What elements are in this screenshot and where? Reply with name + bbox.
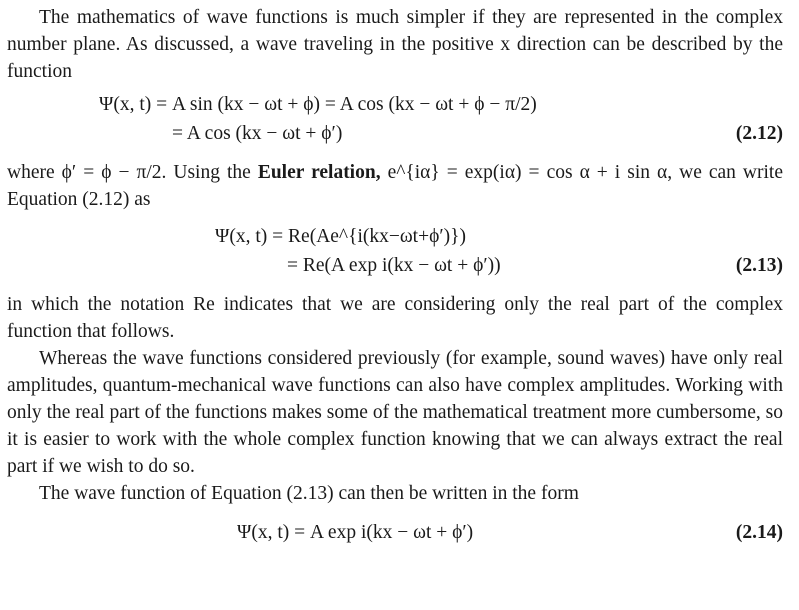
equation-2-14-line: [7, 519, 783, 554]
equation-2-13-expression-2: = Re(A exp i(kx − ωt + ϕ′)): [287, 255, 501, 276]
paragraph-intro: The mathematics of wave functions is much simpler if they are represented in the complex number plane. As discussed, a wave traveling in the positive x direction can be described by the function: [7, 7, 783, 82]
equation-number-2-13: (2.13): [735, 255, 783, 276]
paragraph-euler-lead: where ϕ′ = ϕ − π/2. Using the: [7, 162, 258, 183]
paragraph-wave-form: The wave function of Equation (2.13) can then be written in the form: [39, 483, 579, 504]
paragraph-euler-rest: e^{iα} = exp(iα) = cos α + i sin α, we can write Equation (2.12) as: [7, 162, 783, 210]
equation-2-13-expression-1: Ψ(x, t) = Re(Ae^{i(kx−ωt+ϕ′)}): [215, 226, 466, 247]
equation-number-2-14: (2.14): [735, 522, 783, 543]
equation-2-12-expression-1: Ψ(x, t) = A sin (kx − ωt + ϕ) = A cos (kx − ωt + ϕ − π/2): [99, 94, 537, 115]
paragraph-euler: [7, 159, 783, 213]
equation-number-2-12: (2.12): [735, 123, 783, 144]
equation-2-12-line-2: [7, 120, 783, 155]
paragraph-complex-amplitudes: Whereas the wave functions considered previously (for example, sound waves) have only real amplitudes, quantum-mechanical wave functions can also have complex amplitudes. Working with only the real part of the functions makes some of the mathematical treatment more cumbersome, so it is easier to work with the whole complex function knowing that we can always extract the real part if we wish to do so.: [7, 348, 783, 477]
paragraph-real-part: in which the notation Re indicates that we are considering only the real part of the complex function that follows.: [7, 294, 783, 342]
page-body: [7, 4, 783, 554]
equation-2-13-line-2: [7, 252, 783, 287]
equation-2-14-expression: Ψ(x, t) = A exp i(kx − ωt + ϕ′): [237, 522, 474, 543]
euler-relation-term: Euler relation,: [257, 162, 381, 183]
equation-2-12-expression-2: = A cos (kx − ωt + ϕ′): [172, 123, 343, 144]
